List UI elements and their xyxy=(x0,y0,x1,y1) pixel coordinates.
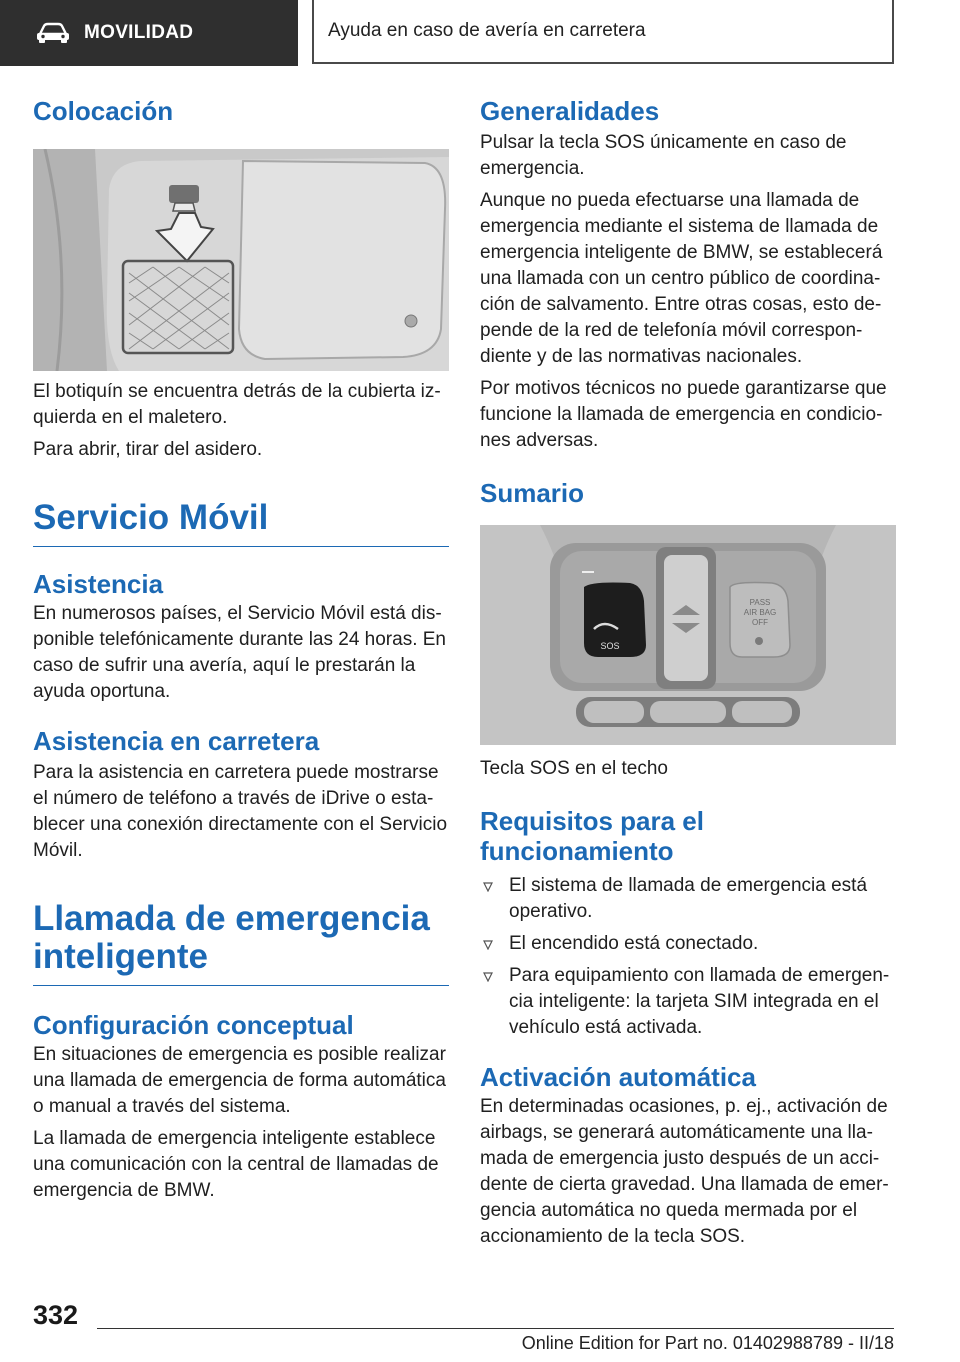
heading-requisitos: Requisitos para el funcionamiento xyxy=(480,806,704,866)
requisitos-list xyxy=(480,873,896,1041)
right-column xyxy=(480,96,896,1250)
generalidades-text-1: Pulsar la tecla SOS únicamente en caso de emergencia. xyxy=(480,132,847,179)
sos-label: SOS xyxy=(600,641,620,651)
header-section-tab xyxy=(0,0,298,66)
sos-image-caption: Tecla SOS en el techo xyxy=(480,758,668,779)
heading-asistencia-carretera: Asistencia en carretera xyxy=(33,726,320,756)
list-item: Para equipamiento con llamada de emergencia inteligente: la tarjeta SIM integrada en el vehículo está activada. xyxy=(480,963,896,1041)
first-aid-kit-image xyxy=(33,149,449,371)
triangle-bullet-icon xyxy=(483,882,493,892)
header-section-label: MOVILIDAD xyxy=(84,22,194,43)
left-column xyxy=(33,96,449,1204)
heading-configuracion: Configuración conceptual xyxy=(33,1010,354,1040)
configuracion-text-2: La llamada de emergencia inteligente establece una comunicación con la central de llamadas de emergencia de BMW. xyxy=(33,1128,439,1201)
heading-colocacion: Colocación xyxy=(33,96,174,126)
triangle-bullet-icon xyxy=(483,972,493,982)
pass-airbag-label-3: OFF xyxy=(752,618,768,627)
generalidades-text-3: Por motivos técnicos no puede garantizarse que funcione la llamada de emergencia en condiciones adversas. xyxy=(480,378,887,451)
footer-edition: Online Edition for Part no. 01402988789 - II/18 xyxy=(521,1333,894,1353)
activacion-text: En determinadas ocasiones, p. ej., activación de airbags, se generará automáticamente una llamada de emergencia justo después de un accidente de cierta gravedad. Una llamada de emergencia automática no queda mermada por el accionamiento de la tecla SOS. xyxy=(480,1096,889,1247)
colocacion-text-1: El botiquín se encuentra detrás de la cubierta izquierda en el maletero. xyxy=(33,381,441,428)
heading-generalidades: Generalidades xyxy=(480,96,660,126)
asistencia-carretera-text: Para la asistencia en carretera puede mostrarse el número de teléfono a través de iDrive o establecer una conexión directamente con el Servicio Móvil. xyxy=(33,762,448,861)
page-number: 332 xyxy=(33,1300,79,1330)
asistencia-text: En numerosos países, el Servicio Móvil está disponible telefónicamente durante las 24 horas. En caso de sufrir una avería, aquí le prestarán la ayuda oportuna. xyxy=(33,603,446,702)
footer-divider xyxy=(97,1328,894,1329)
header-chapter-title: Ayuda en caso de avería en carretera xyxy=(328,20,646,41)
heading-llamada-emergencia: Llamada de emergencia inteligente xyxy=(33,900,449,986)
heading-activacion: Activación automática xyxy=(480,1062,756,1092)
car-icon xyxy=(36,22,70,44)
heading-asistencia: Asistencia xyxy=(33,569,164,599)
list-item: El encendido está conectado. xyxy=(480,931,896,957)
header-chapter-box xyxy=(312,0,894,64)
pass-airbag-label-2: AIR BAG xyxy=(743,608,777,617)
pass-airbag-label-1: PASS xyxy=(749,598,771,607)
heading-sumario: Sumario xyxy=(480,478,585,508)
generalidades-text-2: Aunque no pueda efectuarse una llamada de emergencia mediante el sistema de llamada de emergencia inteligente de BMW, se establecerá una llamada con un centro público de coordinación de salvamento. Entre otras cosas, esto depende de la red de telefonía móvil correspondiente y de las normativas nacionales. xyxy=(480,190,883,367)
heading-servicio-movil: Servicio Móvil xyxy=(33,499,449,547)
triangle-bullet-icon xyxy=(483,940,493,950)
colocacion-text-2: Para abrir, tirar del asidero. xyxy=(33,439,263,460)
configuracion-text-1: En situaciones de emergencia es posible realizar una llamada de emergencia de forma automática o manual a través del sistema. xyxy=(33,1044,446,1117)
sos-button-image xyxy=(480,525,896,745)
list-item: El sistema de llamada de emergencia está operativo. xyxy=(480,873,896,925)
